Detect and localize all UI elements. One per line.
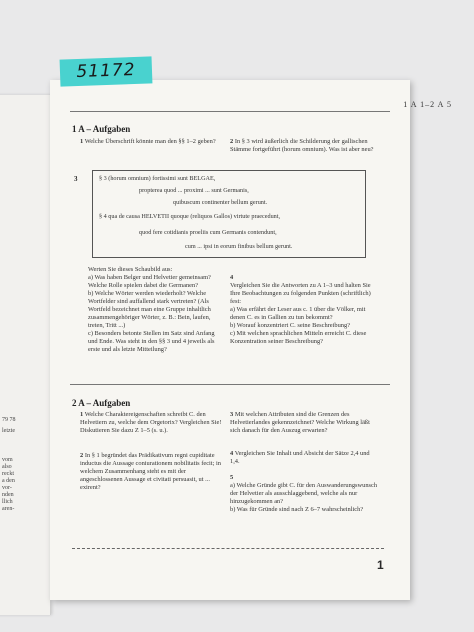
s1-question-4 bbox=[230, 266, 380, 346]
back-text-numbers: 79 78 bbox=[2, 417, 16, 423]
s2-question-5 bbox=[230, 466, 380, 514]
box-line-1: § 3 (horum omnium) fortissimi sunt BELGAE, bbox=[99, 175, 216, 182]
s1-q2-number: 2 bbox=[230, 138, 234, 145]
previous-page-edge bbox=[0, 95, 51, 615]
s2-question-1 bbox=[80, 411, 222, 435]
inventory-sticker: 51172 bbox=[60, 56, 153, 86]
box-line-4: § 4 qua de causa HELVETII quoque (reliquos Gallos) virtute praecedunt, bbox=[99, 213, 281, 220]
footer-dashed-rule bbox=[72, 548, 384, 549]
s2-q3-number: 3 bbox=[230, 411, 234, 418]
section-1-title: 1 A – Aufgaben bbox=[72, 124, 131, 134]
s1-q2-text: In § 3 wird äußerlich die Schilderung der gallischen Stämme fortgeführt (horum omnium). Was ist aber neu? bbox=[230, 138, 374, 153]
box-line-2: propterea quod ... proximi ... sunt Germanis, bbox=[139, 187, 249, 194]
s2-q5-text: a) Welche Gründe gibt C. für den Auswanderungswunsch der Helvetier als ausschlaggebend, welche als nur hinzugekommen an? b) Was für Gründe sind nach Z 6–7 wahrscheinlich? bbox=[230, 482, 378, 513]
s2-q1-number: 1 bbox=[80, 411, 84, 418]
back-text-fragments: vom also reckt a den vor- nden llich aren- bbox=[2, 457, 15, 512]
running-head: 1 A 1–2 A 5 bbox=[403, 100, 452, 109]
section-divider bbox=[70, 384, 390, 385]
s1-q3-number: 3 bbox=[74, 175, 78, 183]
s1-q4-number: 4 bbox=[230, 274, 234, 281]
s2-q2-text: In § 1 begründet das Prädikativum regni cupiditate inductus die Aussage coniurationem nobilitatis fecit; in welchem Zusammenhang steht es mit der angeschlossenen Aussage et civitati persuasit, ut ... exirent? bbox=[80, 452, 221, 491]
s2-q5-number: 5 bbox=[230, 474, 234, 481]
s1-question-3-text: Werten Sie dieses Schaubild aus: a) Was haben Belger und Helvetier gemeinsam? Welche Rolle spielen dabei die Germanen? b) Welche Wörter werden wiederholt? Welche Wortfelder sind auffallend stark vertreten? (Als Wortfeld bezeichnet man eine Gruppe inhaltlich zusammengehöriger Wörter, z. B.: Bein, laufen, treten, Tritt ...) c) Besonders betonte Stellen im Satz sind Anfang und Ende. Was steht in den §§ 3 und 4 jeweils als erste und als letzte Mitteilung? bbox=[88, 266, 215, 353]
latin-diagram-box bbox=[92, 170, 366, 258]
box-line-6: cum ... ipsi in eorum finibus bellum gerunt. bbox=[185, 243, 293, 250]
box-line-5: quod fere cotidianis proeliis cum Germanis contendunt, bbox=[139, 229, 277, 236]
page-number: 1 bbox=[377, 558, 384, 572]
s1-q4-text: Vergleichen Sie die Antworten zu A 1–3 und halten Sie Ihre Beobachtungen zu folgenden Punkten (schriftlich) fest: a) Was erfährt der Leser aus c. 1 über die Völker, mit denen C. es in Gallien zu tun bekommt? b) Worauf konzentriert C. seine Beschreibung? c) Mit welchen sprachlichen Mitteln erreicht C. diese Konzentration seiner Beschreibung? bbox=[230, 282, 371, 345]
back-text-word: letzte bbox=[2, 428, 15, 434]
s2-question-4 bbox=[230, 450, 380, 466]
section-2-title: 2 A – Aufgaben bbox=[72, 398, 131, 408]
s2-question-2 bbox=[80, 452, 222, 492]
header-rule bbox=[70, 111, 390, 112]
s1-question-2 bbox=[230, 138, 380, 154]
s2-q4-text: Vergleichen Sie Inhalt und Absicht der Sätze 2,4 und 1,4. bbox=[230, 450, 370, 465]
s1-q1-number: 1 bbox=[80, 138, 84, 145]
box-line-3: quibuscum continenter bellum gerunt. bbox=[173, 199, 268, 206]
s2-q4-number: 4 bbox=[230, 450, 234, 457]
s2-q2-number: 2 bbox=[80, 452, 84, 459]
s1-q1-text: Welche Überschrift könnte man den §§ 1–2 geben? bbox=[84, 138, 216, 145]
s1-question-1 bbox=[80, 138, 222, 146]
s2-q1-text: Welche Charaktereigenschaften schreibt C. den Helvetiern zu, welche dem Orgetorix? Vergleichen Sie! Diskutieren Sie dazu Z 1–5 (s. u.). bbox=[80, 411, 222, 434]
s2-question-3 bbox=[230, 411, 380, 435]
s2-q3-text: Mit welchen Attributen sind die Grenzen des Helvetierlandes gekennzeichnet? Welche Wirkung läßt sich danach für den Auszug erwarten? bbox=[230, 411, 370, 434]
